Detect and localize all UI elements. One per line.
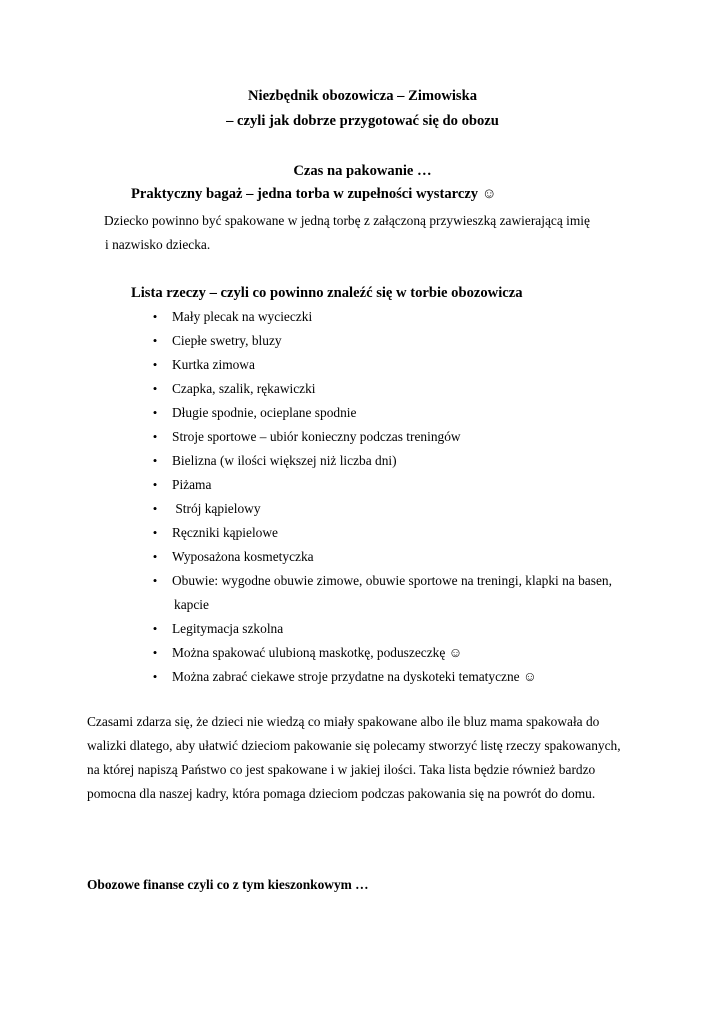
bullet-icon: • bbox=[152, 405, 158, 420]
list-item-text: Strój kąpielowy bbox=[172, 501, 261, 516]
list-item-text: Można zabrać ciekawe stroje przydatne na dyskoteki tematyczne ☺ bbox=[172, 669, 537, 684]
packing-subheading: Praktyczny bagaż – jedna torba w zupełności wystarczy ☺ bbox=[131, 186, 497, 202]
note-line-4: pomocna dla naszej kadry, która pomaga dzieciom podczas pakowania się na powrót do domu. bbox=[87, 786, 596, 801]
list-item-text: Długie spodnie, ocieplane spodnie bbox=[172, 405, 357, 420]
list-item-text: Legitymacja szkolna bbox=[172, 621, 284, 636]
packing-paragraph-line-1: Dziecko powinno być spakowane w jedną torbę z załączoną przywieszką zawierającą imię bbox=[104, 213, 590, 228]
list-item-text: Mały plecak na wycieczki bbox=[172, 309, 313, 324]
list-item-text: Ręczniki kąpielowe bbox=[172, 525, 278, 540]
bullet-icon: • bbox=[152, 645, 158, 660]
packing-paragraph-line-2: i nazwisko dziecka. bbox=[105, 237, 211, 252]
note-line-3: na której napiszą Państwo co jest spakowane i w jakiej ilości. Taka lista będzie również bardzo bbox=[87, 762, 596, 777]
bullet-icon: • bbox=[152, 453, 158, 468]
bullet-icon: • bbox=[152, 477, 158, 492]
list-item-text: Kurtka zimowa bbox=[172, 357, 255, 372]
bullet-icon: • bbox=[152, 525, 158, 540]
list-item-text: Obuwie: wygodne obuwie zimowe, obuwie sportowe na treningi, klapki na basen, bbox=[172, 573, 612, 588]
bullet-icon: • bbox=[152, 429, 158, 444]
list-item-text: Czapka, szalik, rękawiczki bbox=[172, 381, 316, 396]
bullet-icon: • bbox=[152, 333, 158, 348]
list-item-text: Piżama bbox=[172, 477, 212, 492]
list-item-text: Bielizna (w ilości większej niż liczba dni) bbox=[172, 453, 397, 468]
bullet-icon: • bbox=[152, 381, 158, 396]
finance-heading: Obozowe finanse czyli co z tym kieszonkowym … bbox=[87, 877, 369, 892]
list-item-text: Można spakować ulubioną maskotkę, poduszeczkę ☺ bbox=[172, 645, 463, 660]
list-item-text: Stroje sportowe – ubiór konieczny podczas treningów bbox=[172, 429, 461, 444]
document-subtitle: – czyli jak dobrze przygotować się do obozu bbox=[226, 113, 499, 129]
note-line-2: walizki dlatego, aby ułatwić dzieciom pakowanie się polecamy stworzyć listę rzeczy spakowanych, bbox=[87, 738, 621, 753]
list-item-continuation: kapcie bbox=[174, 597, 209, 612]
list-heading: Lista rzeczy – czyli co powinno znaleźć się w torbie obozowicza bbox=[131, 285, 523, 301]
list-item-text: Ciepłe swetry, bluzy bbox=[172, 333, 282, 348]
bullet-icon: • bbox=[152, 549, 158, 564]
bullet-icon: • bbox=[152, 357, 158, 372]
list-item-text: Wyposażona kosmetyczka bbox=[172, 549, 314, 564]
document-title: Niezbędnik obozowicza – Zimowiska bbox=[247, 88, 478, 104]
packing-heading: Czas na pakowanie … bbox=[293, 163, 432, 179]
bullet-icon: • bbox=[152, 669, 158, 684]
note-line-1: Czasami zdarza się, że dzieci nie wiedzą co miały spakowane albo ile bluz mama spakowała do bbox=[87, 714, 600, 729]
bullet-icon: • bbox=[152, 621, 158, 636]
bullet-icon: • bbox=[152, 309, 158, 324]
bullet-icon: • bbox=[152, 573, 158, 588]
bullet-icon: • bbox=[152, 501, 158, 516]
